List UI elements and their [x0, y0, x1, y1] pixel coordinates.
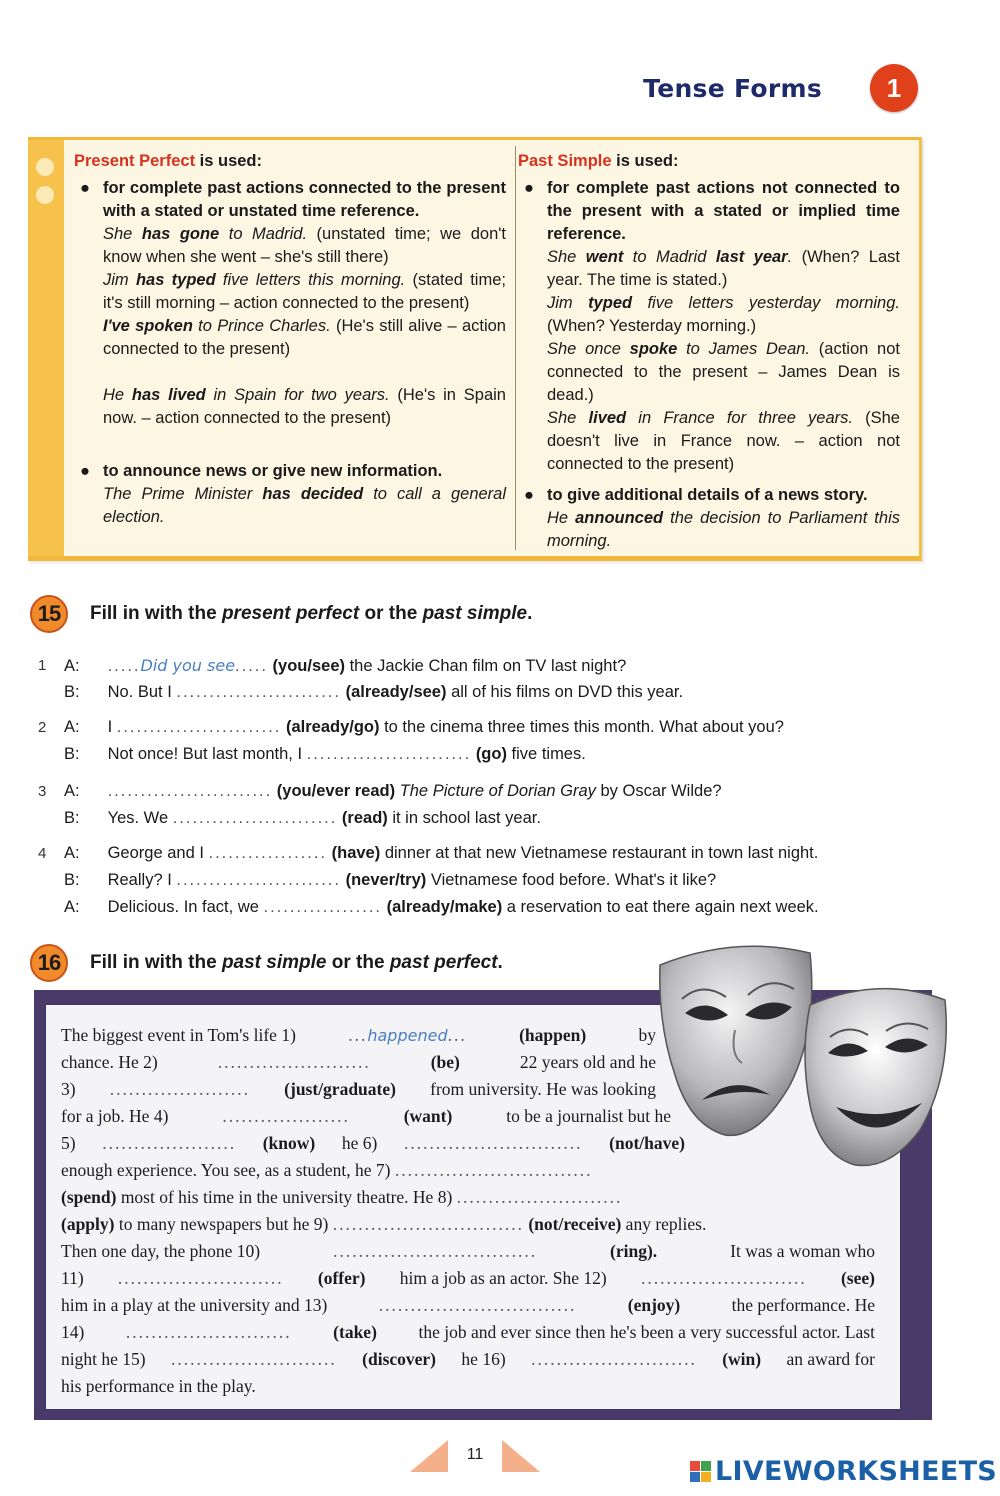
answer-blank[interactable]: ...................... [109, 1079, 250, 1099]
answer-blank[interactable]: ......................... [116, 718, 282, 736]
answer-blank[interactable]: .......................... [117, 1268, 284, 1288]
exercise-number-badge: 16 [30, 944, 68, 982]
liveworksheets-logo-icon [690, 1461, 711, 1482]
story-line: night he 15) .......................... (discover) he 16) .......................... (win) an award for [61, 1346, 875, 1373]
answer-blank[interactable]: ................................ [333, 1241, 538, 1261]
dialogue-line: B: Yes. We ......................... (read) it in school last year. [64, 809, 541, 827]
example: She lived in France for three years. (She doesn't live in France now. – action not connected to the present) [547, 409, 900, 473]
answer-blank[interactable]: Did you see [140, 656, 236, 675]
exercise-number-badge: 15 [30, 595, 68, 633]
answer-blank[interactable]: ..................... [102, 1133, 237, 1153]
present-perfect-column [74, 150, 506, 529]
example: She has gone to Madrid. (unstated time; we don't know when she went – she's still there) [103, 225, 506, 266]
answer-blank[interactable]: .......................... [640, 1268, 807, 1288]
theory-box [28, 137, 922, 561]
exercise-15-heading [30, 595, 532, 633]
page-number: 11 [410, 1436, 540, 1476]
example: She once spoke to James Dean. (action not connected to the present – James Dean is dead.) [547, 340, 900, 404]
brand-name: LIVEWORKSHEETS [715, 1456, 998, 1487]
usage-rule: for complete past actions not connected to the present with a stated or implied time reference. [547, 179, 900, 243]
story-line: 14) .......................... (take) the job and ever since then he's been a very successful actor. Last [61, 1319, 875, 1346]
example: She went to Madrid last year. (When? Last year. The time is stated.) [547, 248, 900, 289]
answer-blank[interactable]: ......................... [176, 683, 341, 701]
answer-blank[interactable]: .............................. [332, 1214, 524, 1234]
theory-divider [515, 146, 516, 550]
page-title: Tense Forms [643, 73, 822, 103]
exercise-instruction: Fill in with the present perfect or the past simple. [90, 603, 533, 624]
usage-bullet [74, 460, 506, 529]
story-line: The biggest event in Tom's life 1) ...happened... (happen) by [61, 1025, 656, 1045]
page-header [643, 64, 918, 112]
strip-dot-icon [36, 158, 54, 176]
column-heading: Present Perfect is used: [74, 152, 263, 170]
example: I've spoken to Prince Charles. (He's still alive – action connected to the present) [103, 317, 506, 358]
answer-blank[interactable]: ........................ [217, 1052, 371, 1072]
column-heading: Past Simple is used: [518, 152, 679, 170]
usage-rule: to give additional details of a news story. [547, 486, 868, 504]
answer-blank[interactable]: ......................... [176, 871, 341, 889]
dialogue-line: B: No. But I ......................... (already/see) all of his films on DVD this year. [64, 683, 684, 701]
dialogue-line: A: Delicious. In fact, we .................. (already/make) a reservation to eat there again next week. [64, 898, 819, 916]
past-simple-column [518, 150, 900, 553]
theory-strip [28, 140, 64, 556]
usage-rule: for complete past actions connected to the present with a stated or unstated time reference. [103, 179, 506, 220]
answer-blank[interactable]: .......................... [125, 1322, 292, 1342]
answer-blank[interactable]: .......................... [456, 1187, 623, 1207]
answer-blank[interactable]: ......................... [107, 782, 273, 800]
answer-blank[interactable]: .................... [222, 1106, 350, 1126]
answer-blank[interactable]: ......................... [306, 745, 472, 763]
answer-blank[interactable]: .................. [263, 898, 383, 916]
example: He announced the decision to Parliament this morning. [547, 509, 900, 550]
exercise-15 [38, 652, 928, 929]
dialogue-line: 1 A: .....Did you see..... (you/see) the Jackie Chan film on TV last night? [38, 656, 627, 675]
exercise-16-heading [30, 944, 503, 982]
usage-bullet [518, 484, 900, 553]
answer-blank[interactable]: ......................... [172, 809, 338, 827]
answer-blank[interactable]: ............................ [404, 1133, 583, 1153]
story-line: enough experience. You see, as a student, he 7) ............................... [61, 1157, 875, 1184]
story-line: for a job. He 4) .................... (want) to be a journalist but he [61, 1103, 671, 1130]
story-line: his performance in the play. [61, 1376, 256, 1396]
story-line: 3) ...................... (just/graduate) from university. He was looking [61, 1076, 656, 1103]
dialogue-line: 3 A: ......................... (you/ever read) The Picture of Dorian Gray by Oscar Wilde? [38, 782, 722, 800]
bullet-icon: ● [524, 486, 534, 504]
exercise-instruction: Fill in with the past simple or the past perfect. [90, 952, 503, 973]
story-line: him in a play at the university and 13) ............................... (enjoy) the performance. He [61, 1292, 875, 1319]
dialogue-item [38, 714, 928, 768]
story-line: 11) .......................... (offer) him a job as an actor. She 12) .......................... (see) [61, 1265, 875, 1292]
story-line: Then one day, the phone 10) ................................ (ring). It was a woman who [61, 1238, 875, 1265]
bullet-icon: ● [524, 179, 534, 197]
example: The Prime Minister has decided to call a general election. [103, 485, 507, 526]
answer-blank[interactable]: .......................... [170, 1349, 337, 1369]
answer-blank[interactable]: happened [367, 1026, 448, 1045]
usage-bullet [518, 177, 900, 476]
dialogue-line: 2 A: I ......................... (already/go) to the cinema three times this month. What about you? [38, 718, 784, 736]
usage-bullet [74, 177, 506, 430]
liveworksheets-brand[interactable] [690, 1456, 997, 1487]
answer-blank[interactable]: ............................... [378, 1295, 577, 1315]
usage-rule: to announce news or give new information. [103, 462, 443, 480]
example: Jim typed five letters yesterday morning. (When? Yesterday morning.) [547, 294, 900, 335]
dialogue-item [38, 778, 928, 832]
bullet-icon: ● [80, 179, 90, 197]
unit-badge: 1 [870, 64, 918, 112]
dialogue-item [38, 840, 928, 921]
example: He has lived in Spain for two years. (He's in Spain now. – action connected to the present) [103, 386, 506, 427]
strip-dot-icon [36, 186, 54, 204]
story-line: (spend) most of his time in the university theatre. He 8) .......................... [61, 1184, 875, 1211]
dialogue-line: B: Really? I ......................... (never/try) Vietnamese food before. What's it like? [64, 871, 717, 889]
dialogue-item [38, 652, 928, 706]
story-line: (apply) to many newspapers but he 9) .............................. (not/receive) any replies. [61, 1211, 875, 1238]
story-line: chance. He 2) ........................ (be) 22 years old and he [61, 1049, 656, 1076]
answer-blank[interactable]: .................. [208, 844, 328, 862]
story-line: 5) ..................... (know) he 6) ............................ (not/have) [61, 1130, 685, 1157]
answer-blank[interactable]: ............................... [394, 1160, 593, 1180]
bullet-icon: ● [80, 462, 90, 480]
answer-blank[interactable]: .......................... [531, 1349, 697, 1369]
dialogue-line: B: Not once! But last month, I ......................... (go) five times. [64, 745, 586, 763]
theatre-masks-icon [640, 935, 960, 1175]
dialogue-line: 4 A: George and I .................. (have) dinner at that new Vietnamese restaurant in town last night. [38, 844, 819, 862]
example: Jim has typed five letters this morning. (stated time; it's still morning – action connected to the present) [103, 271, 506, 312]
